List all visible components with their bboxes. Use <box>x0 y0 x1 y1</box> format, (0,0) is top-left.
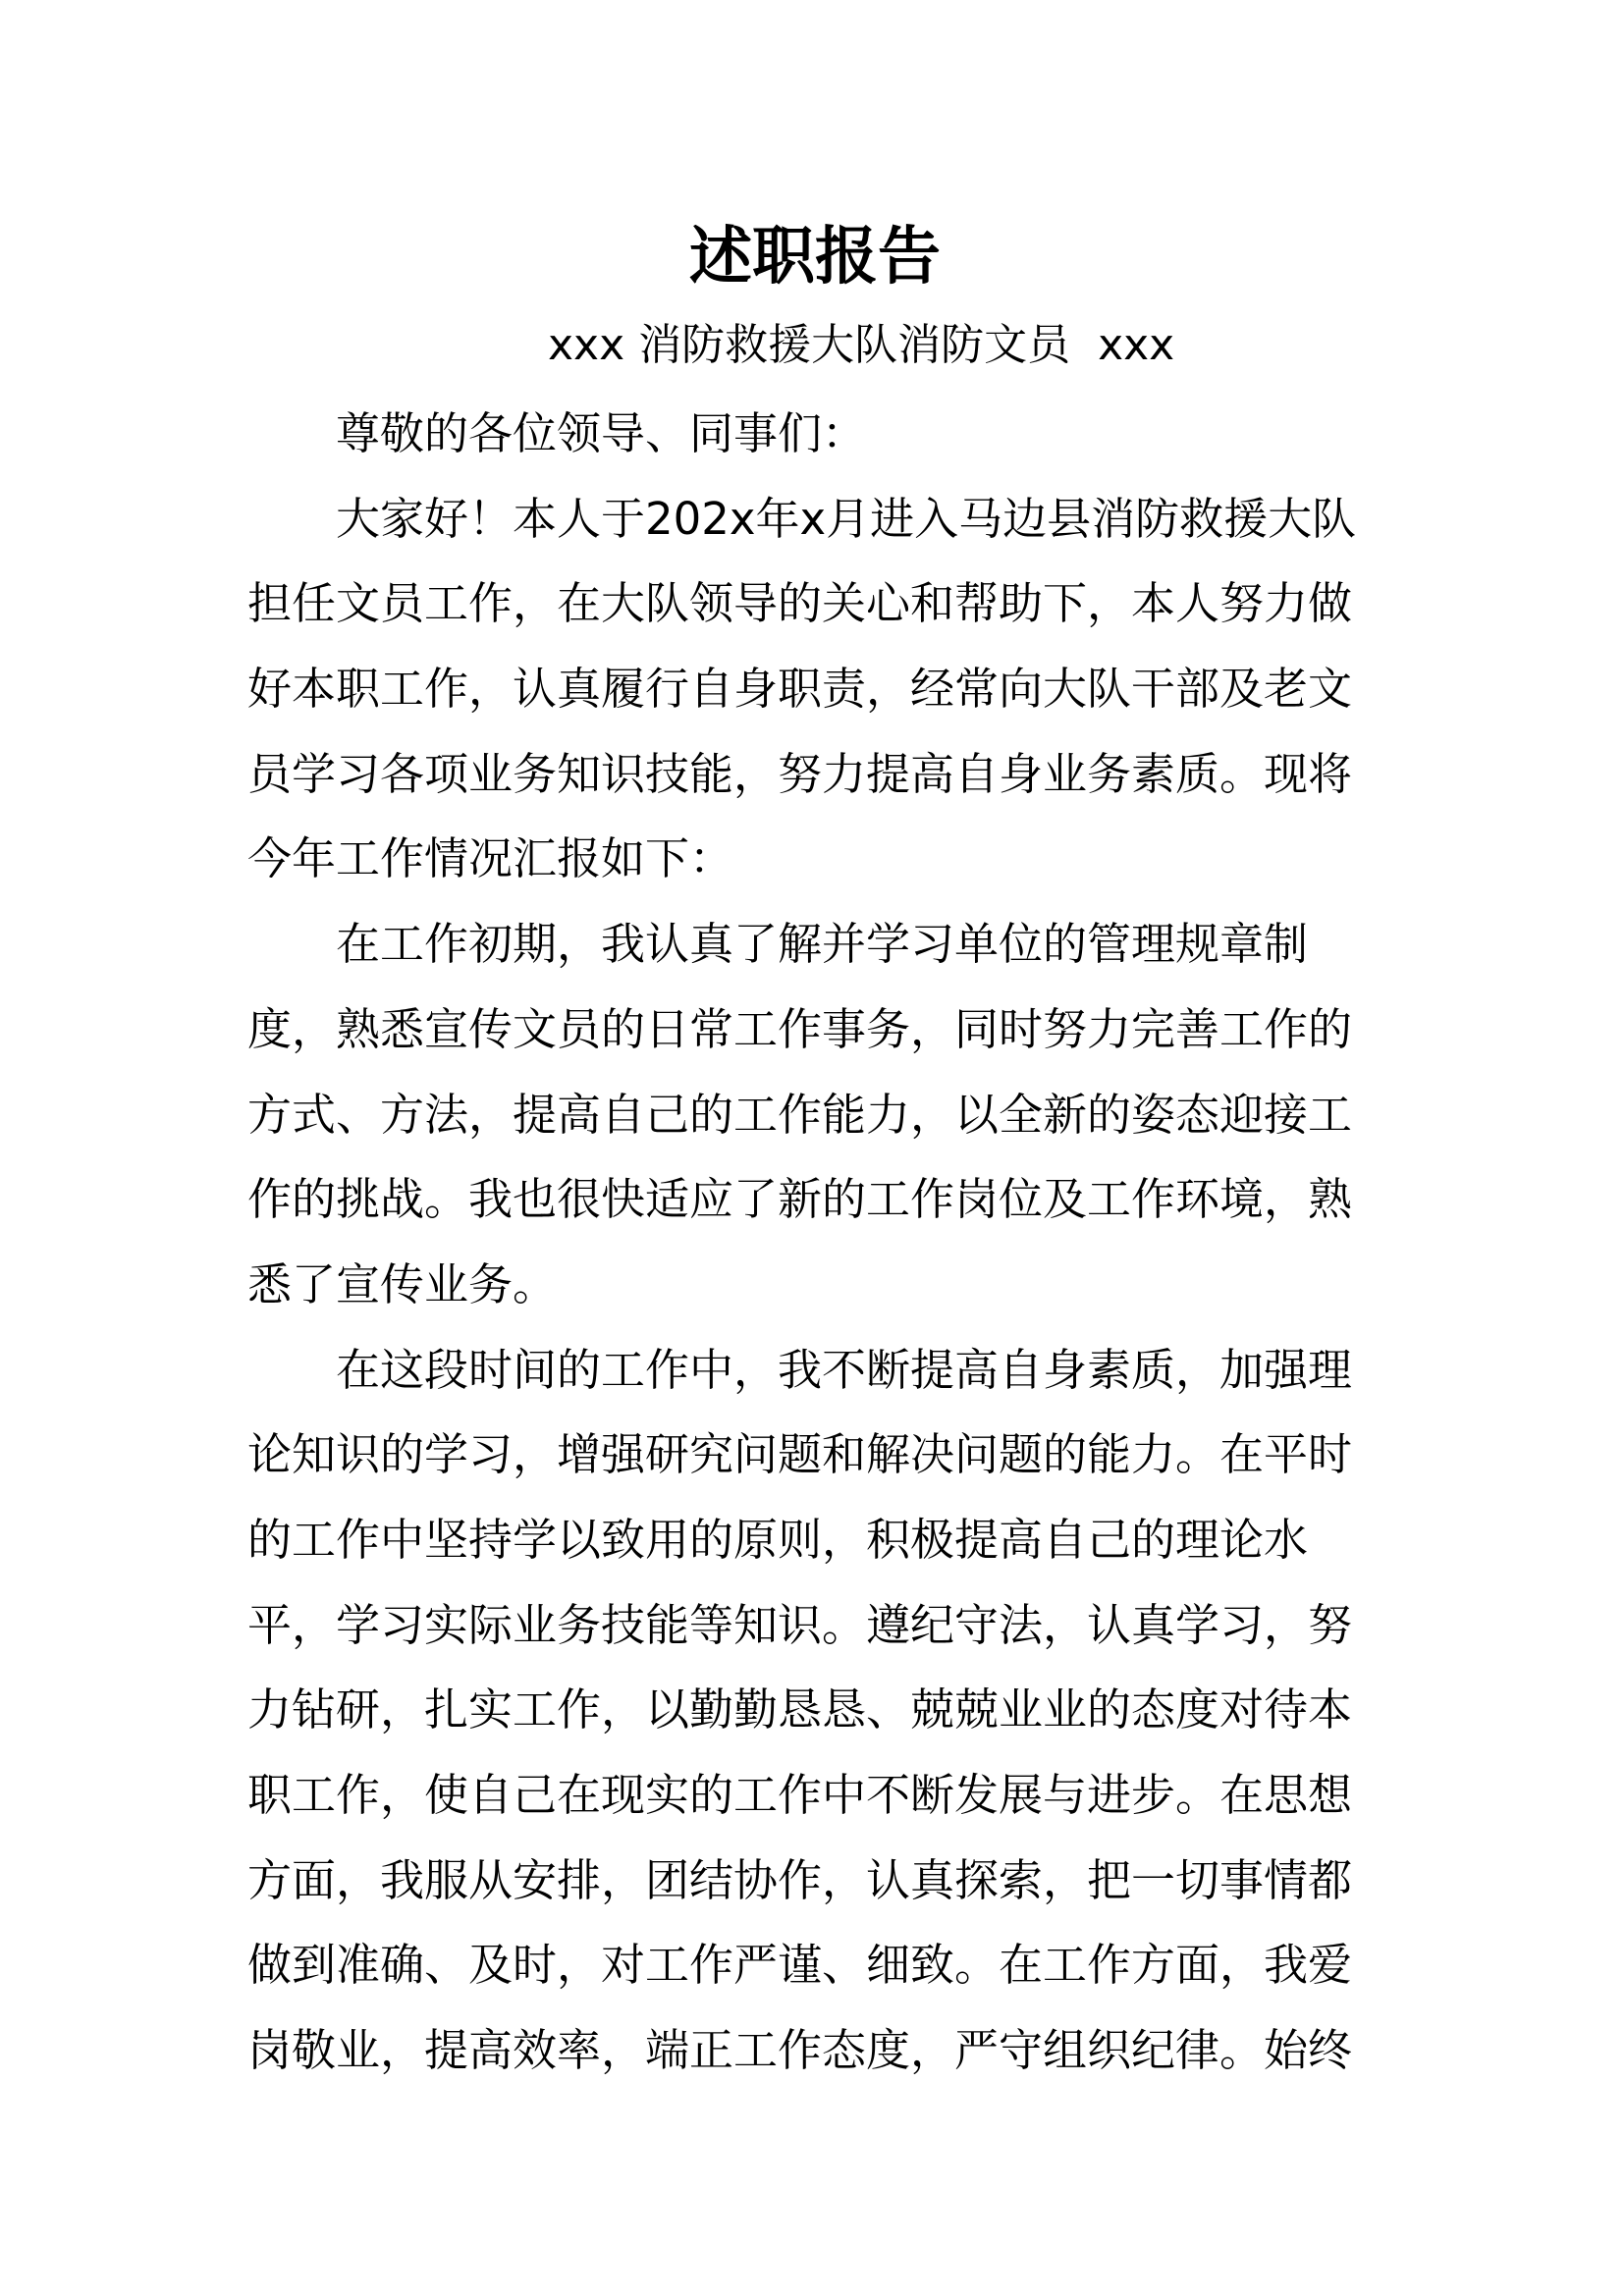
text-line: 方面，我服从安排，团结协作，认真探索，把一切事情都 <box>247 1853 1353 1906</box>
document-title: 述职报告 <box>689 221 941 294</box>
text-line: 在这段时间的工作中，我不断提高自身素质，加强理 <box>336 1343 1353 1396</box>
text-line: 度，熟悉宣传文员的日常工作事务，同时努力完善工作的 <box>247 1002 1353 1055</box>
text-line: 论知识的学习，增强研究问题和解决问题的能力。在平时 <box>247 1428 1353 1481</box>
text-line: 力钻研，扎实工作，以勤勤恳恳、兢兢业业的态度对待本 <box>247 1683 1353 1736</box>
text-line: 好本职工作，认真履行自身职责，经常向大队干部及老文 <box>247 663 1353 716</box>
text-line: 岗敬业，提高效率，端正工作态度，严守组织纪律。始终 <box>247 2024 1353 2077</box>
text-line: 尊敬的各位领导、同事们： <box>336 407 867 459</box>
text-line: 在工作初期，我认真了解并学习单位的管理规章制 <box>336 918 1309 971</box>
text-line: 员学习各项业务知识技能，努力提高自身业务素质。现将 <box>247 747 1353 800</box>
text-line: 作的挑战。我也很快适应了新的工作岗位及工作环境，熟 <box>247 1173 1353 1226</box>
paragraph <box>247 1328 1406 2094</box>
paragraph <box>247 477 1406 902</box>
text-line: 职工作，使自己在现实的工作中不断发展与进步。在思想 <box>247 1769 1353 1821</box>
text-line: 今年工作情况汇报如下： <box>247 832 734 885</box>
paragraph <box>247 392 1406 477</box>
text-line: 大家好！本人于202x年x月进入马边县消防救援大队 <box>336 492 1357 545</box>
paragraph <box>247 902 1406 1327</box>
document-subtitle: xxx 消防救援大队消防文员 xxx <box>548 320 1175 370</box>
text-line: 的工作中坚持学以致用的原则，积极提高自己的理论水 <box>247 1513 1309 1566</box>
text-line: 悉了宣传业务。 <box>247 1257 558 1310</box>
text-line: 平，学习实际业务技能等知识。遵纪守法，认真学习，努 <box>247 1598 1353 1651</box>
text-line: 担任文员工作，在大队领导的关心和帮助下，本人努力做 <box>247 577 1353 630</box>
document-body <box>247 392 1406 2094</box>
text-line: 方式、方法，提高自己的工作能力，以全新的姿态迎接工 <box>247 1088 1353 1141</box>
text-line: 做到准确、及时，对工作严谨、细致。在工作方面，我爱 <box>247 1939 1353 1992</box>
